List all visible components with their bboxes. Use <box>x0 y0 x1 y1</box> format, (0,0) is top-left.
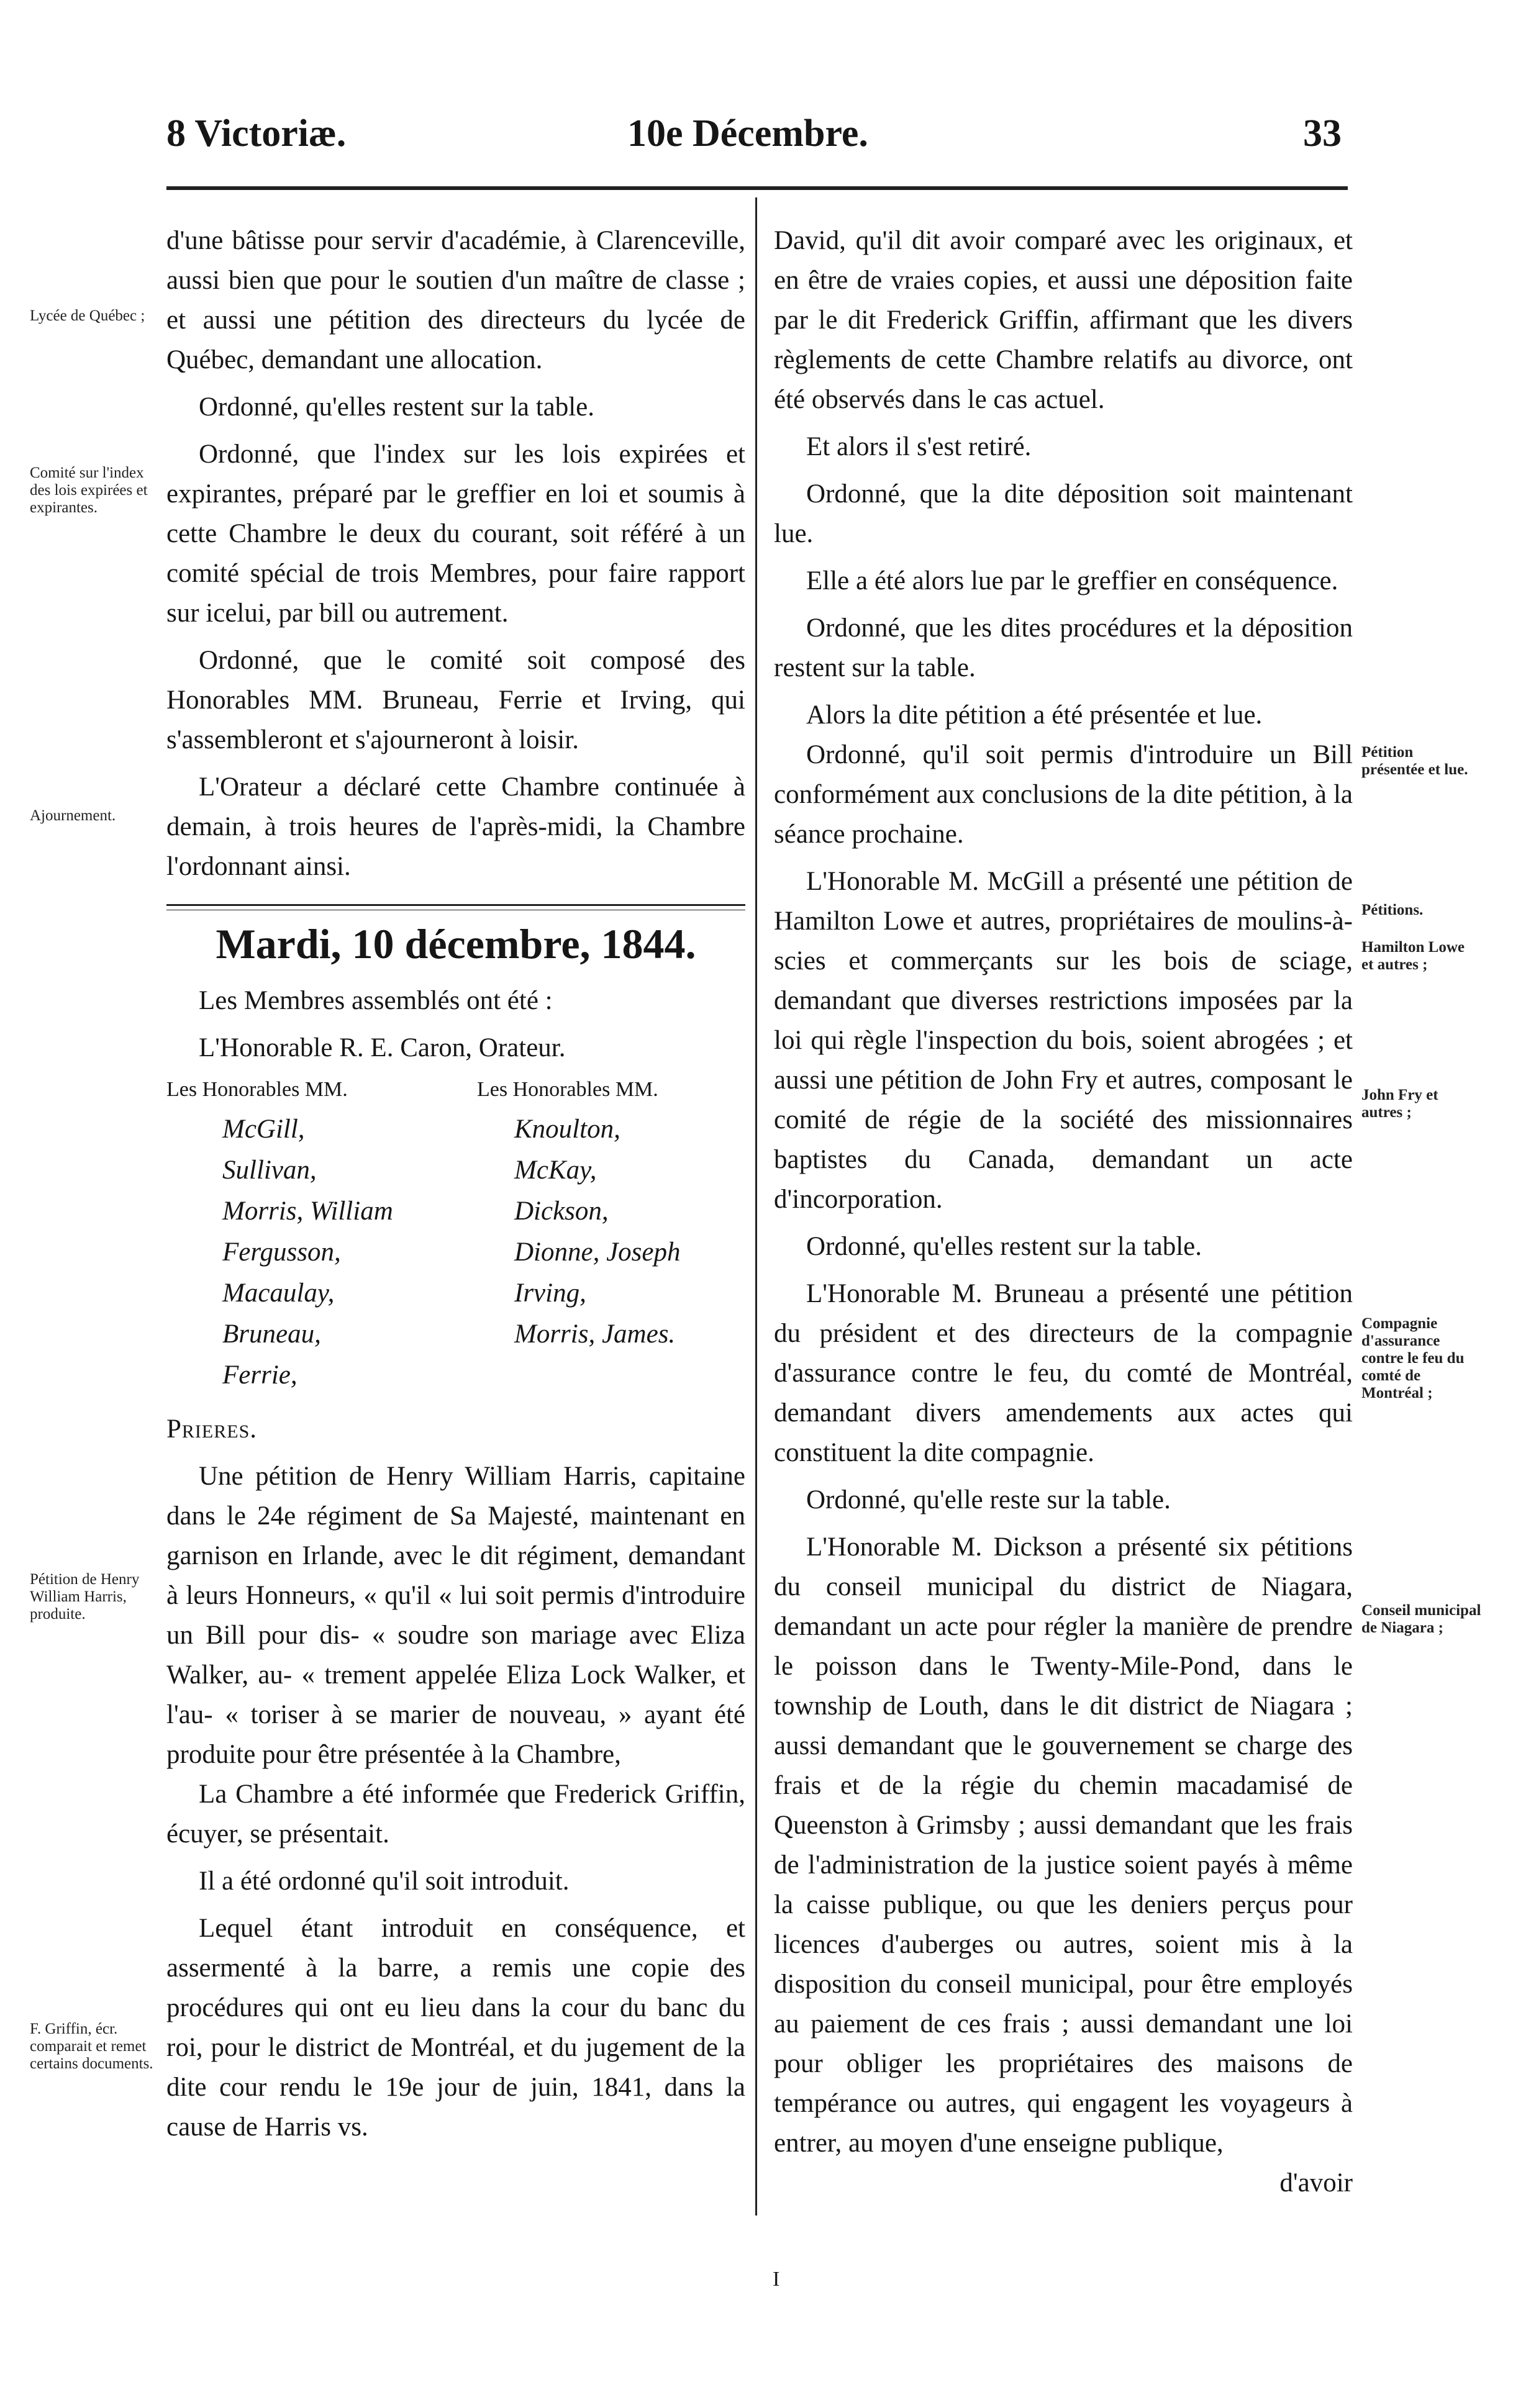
paragraph: Ordonné, que le comité soit composé des Honorables MM. Bruneau, Ferrie et Irving, qui s'assembleront et s'ajourneront à loisir. <box>166 646 745 754</box>
paragraph: Ordonné, que les dites procédures et la déposition restent sur la table. <box>774 613 1353 682</box>
margin-note-lycee: Lycée de Québec ; <box>30 307 145 324</box>
margin-note-fry: John Fry et autres ; <box>1361 1087 1438 1121</box>
members-heading: Les Honorables MM. <box>477 1078 658 1101</box>
paragraph: Les Membres assemblés ont été : <box>199 986 553 1015</box>
member-name: Sullivan, <box>222 1156 317 1185</box>
paragraph: Et alors il s'est retiré. <box>806 432 1032 461</box>
paragraph: David, qu'il dit avoir comparé avec les originaux, et en être de vraies copies, et aussi une déposition faite par le dit Frederick Griffin, affirmant que les divers règlements de cette Chambre relatifs au divorce, ont été observés dans le cas actuel. <box>774 226 1353 414</box>
margin-note-ajournement: Ajournement. <box>30 807 116 824</box>
paragraph: Ordonné, qu'elle reste sur la table. <box>806 1485 1171 1514</box>
margin-note-petition-presentee: Pétition présentée et lue. <box>1361 744 1468 778</box>
paragraph: Ordonné, qu'il soit permis d'introduire un Bill conformément aux conclusions de la dite pétition, à la séance prochaine. <box>774 740 1353 849</box>
member-name: Ferrie, <box>222 1360 298 1390</box>
paragraph: Lequel étant introduit en conséquence, et assermenté à la barre, a remis une copie des procédures qui ont eu lieu dans la cour du banc du roi, pour le district de Montréal, et du jugement de la dite cour rendu le 19e jour de juin, 1841, dans la cause de Harris vs. <box>166 1914 745 2142</box>
running-head-left: 8 Victoriæ. <box>166 112 347 155</box>
header-rule <box>166 186 1348 190</box>
paragraph: L'Honorable M. Bruneau a présenté une pétition du président et des directeurs de la compagnie d'assurance contre le feu, du comté de Montréal, demandant divers amendements aux actes qui constituent la dite compagnie. <box>774 1279 1353 1467</box>
page-number: 33 <box>1303 112 1342 155</box>
member-name: McKay, <box>514 1156 597 1185</box>
paragraph: L'Honorable R. E. Caron, Orateur. <box>199 1033 566 1062</box>
member-name: Dionne, Joseph <box>514 1238 681 1267</box>
paragraph: Ordonné, qu'elles restent sur la table. <box>806 1232 1202 1261</box>
paragraph: Ordonné, que l'index sur les lois expirées et expirantes, préparé par le greffier en loi et soumis à cette Chambre le deux du courant, soit référé à un comité spécial de trois Membres, pour faire rapport sur icelui, par bill ou autrement. <box>166 440 745 628</box>
catchword: d'avoir <box>1279 2168 1353 2198</box>
paragraph: L'Honorable M. Dickson a présenté six pétitions du conseil municipal du district de Niagara, demandant un acte pour régler la manière de prendre le poisson dans le Twenty-Mile-Pond, dans le township de Louth, dans le dit district de Niagara ; aussi demandant que le gouvernement se charge des frais et de la régie du chemin macadamisé de Queenston à Grimsby ; aussi demandant que les frais de l'administration de la justice soient payés à même la caisse publique, ou que les deniers perçus pour licences d'auberges ou autres, soient mis à la disposition du conseil municipal, pour être employés au paiement de ces frais ; aussi demandant une loi pour obliger les propriétaires des maisons de tempérance ou autres, qui engagent les voyageurs à entrer, au moyen d'une enseigne publique, <box>774 1532 1353 2158</box>
margin-note-hamilton: Hamilton Lowe et autres ; <box>1361 939 1465 973</box>
paragraph: Alors la dite pétition a été présentée et lue. <box>806 700 1263 730</box>
members-column <box>166 1109 514 1396</box>
member-name: Bruneau, <box>222 1319 321 1349</box>
members-column <box>514 1109 681 1396</box>
column-divider <box>755 197 757 2216</box>
member-name: Morris, William <box>222 1197 393 1226</box>
member-name: Morris, James. <box>514 1319 676 1349</box>
members-list <box>166 1109 745 1396</box>
paragraph: L'Honorable M. McGill a présenté une pétition de Hamilton Lowe et autres, propriétaires de moulins-à-scies et commerçants sur les bois de sciage, demandant que diverses restrictions imposées par la loi qui règle l'inspection du bois, soient abrogées ; et aussi une pétition de John Fry et autres, composant le comité de régie de la société des missionnaires baptistes du Canada, demandant un acte d'incorporation. <box>774 867 1353 1214</box>
right-column <box>774 221 1353 2203</box>
member-name: Knoulton, <box>514 1115 620 1144</box>
section-heading: Prieres. <box>166 1414 258 1444</box>
paragraph: d'une bâtisse pour servir d'académie, à Clarenceville, aussi bien que pour le soutien d'un maître de classe ; et aussi une pétition des directeurs du lycée de Québec, demandant une allocation. <box>166 226 745 374</box>
margin-note-compagnie: Compagnie d'assurance contre le feu du comté de Montréal ; <box>1361 1315 1465 1401</box>
member-name: Dickson, <box>514 1197 609 1226</box>
margin-note-conseil: Conseil municipal de Niagara ; <box>1361 1602 1481 1636</box>
running-head-center: 10e Décembre. <box>627 112 868 155</box>
member-name: Fergusson, <box>222 1238 341 1267</box>
member-name: Macaulay, <box>222 1279 335 1308</box>
members-heading: Les Honorables MM. <box>166 1078 348 1101</box>
member-name: Irving, <box>514 1279 586 1308</box>
paragraph: Ordonné, qu'elles restent sur la table. <box>199 392 595 422</box>
paragraph: Ordonné, que la dite déposition soit maintenant lue. <box>774 479 1353 548</box>
left-column <box>166 221 745 2147</box>
paragraph: L'Orateur a déclaré cette Chambre continuée à demain, à trois heures de l'après-midi, la Chambre l'ordonnant ainsi. <box>166 772 745 881</box>
paragraph: Il a été ordonné qu'il soit introduit. <box>199 1867 570 1896</box>
margin-note-petitions: Pétitions. <box>1361 902 1424 918</box>
section-rule <box>166 904 745 910</box>
margin-note-harris: Pétition de Henry William Harris, produite. <box>30 1571 140 1623</box>
margin-note-griffin: F. Griffin, écr. comparait et remet certains documents. <box>30 2021 153 2072</box>
paragraph: La Chambre a été informée que Frederick Griffin, écuyer, se présentait. <box>166 1780 745 1849</box>
members-headings <box>166 1074 745 1105</box>
paragraph: Elle a été alors lue par le greffier en conséquence. <box>806 566 1338 595</box>
member-name: McGill, <box>222 1115 305 1144</box>
margin-note-index: Comité sur l'index des lois expirées et expirantes. <box>30 464 148 516</box>
section-date: Mardi, 10 décembre, 1844. <box>216 920 696 967</box>
paragraph: Une pétition de Henry William Harris, capitaine dans le 24e régiment de Sa Majesté, maintenant en garnison en Irlande, avec le dit régiment, demandant à leurs Honneurs, « qu'il « lui soit permis d'introduire un Bill pour dis- « soudre son mariage avec Eliza Walker, au- « trement appelée Eliza Lock Walker, et l'au- « toriser à se marier de nouveau, » ayant été produite pour être présentée à la Chambre, <box>166 1462 745 1769</box>
signature-mark: I <box>773 2268 780 2291</box>
